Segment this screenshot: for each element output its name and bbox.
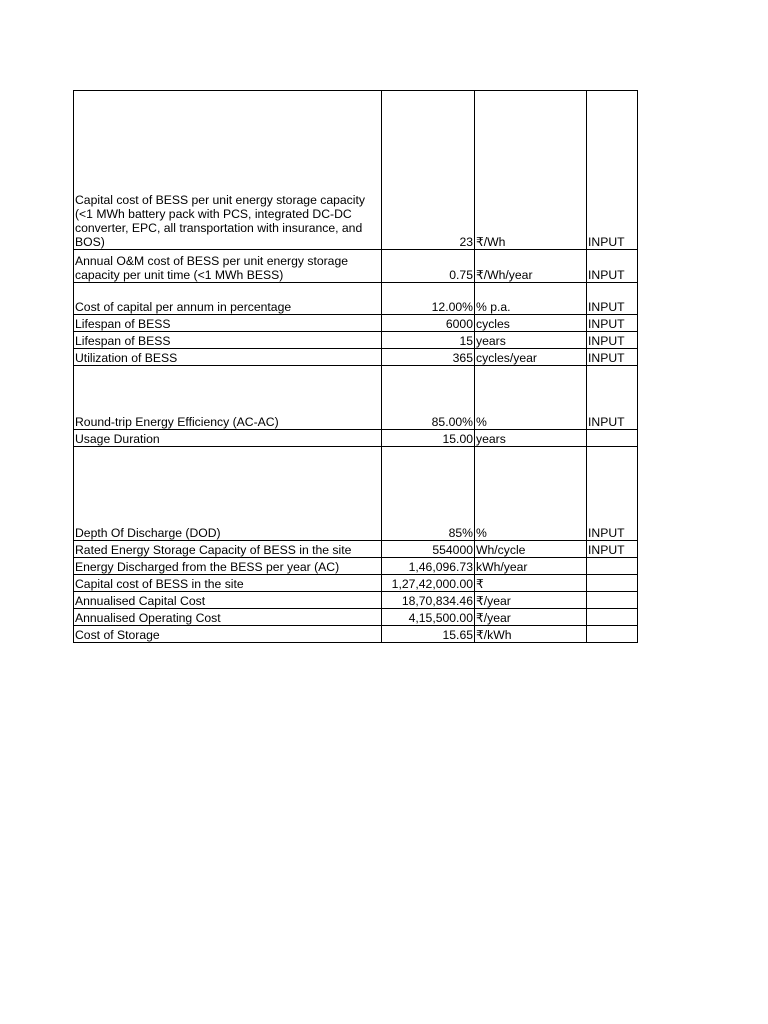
unit-cell[interactable]: years <box>475 430 587 447</box>
input-flag-cell[interactable]: INPUT <box>587 283 638 315</box>
cost-of-storage-table <box>73 90 638 643</box>
input-flag-cell[interactable]: INPUT <box>587 332 638 349</box>
unit-cell[interactable]: ₹/year <box>475 609 587 626</box>
value-cell[interactable]: 554000 <box>382 541 475 558</box>
value-cell[interactable]: 0.75 <box>382 250 475 283</box>
unit-cell[interactable]: ₹/Wh <box>475 91 587 250</box>
table-row <box>74 366 638 430</box>
parameter-cell[interactable]: Usage Duration <box>74 430 382 447</box>
table-row <box>74 315 638 332</box>
unit-cell[interactable]: cycles/year <box>475 349 587 366</box>
value-cell[interactable]: 365 <box>382 349 475 366</box>
value-cell[interactable]: 18,70,834.46 <box>382 592 475 609</box>
parameter-cell[interactable]: Lifespan of BESS <box>74 332 382 349</box>
table-row <box>74 250 638 283</box>
unit-cell[interactable]: kWh/year <box>475 558 587 575</box>
unit-cell[interactable]: ₹ <box>475 575 587 592</box>
parameter-cell[interactable]: Rated Energy Storage Capacity of BESS in the site <box>74 541 382 558</box>
table-row <box>74 430 638 447</box>
unit-cell[interactable]: ₹/year <box>475 592 587 609</box>
parameter-cell[interactable]: Utilization of BESS <box>74 349 382 366</box>
unit-cell[interactable]: ₹/Wh/year <box>475 250 587 283</box>
value-cell[interactable]: 6000 <box>382 315 475 332</box>
value-cell[interactable]: 85% <box>382 447 475 541</box>
input-flag-cell[interactable]: INPUT <box>587 366 638 430</box>
table-row <box>74 609 638 626</box>
parameter-cell[interactable]: Capital cost of BESS per unit energy storage capacity (<1 MWh battery pack with PCS, integrated DC-DC converter, EPC, all transportation with insurance, and BOS) <box>74 91 382 250</box>
value-cell[interactable]: 85.00% <box>382 366 475 430</box>
parameter-cell[interactable]: Energy Discharged from the BESS per year (AC) <box>74 558 382 575</box>
value-cell[interactable]: 15.65 <box>382 626 475 643</box>
table-row <box>74 558 638 575</box>
input-flag-cell[interactable]: INPUT <box>587 447 638 541</box>
value-cell[interactable]: 1,27,42,000.00 <box>382 575 475 592</box>
parameter-cell[interactable]: Round-trip Energy Efficiency (AC-AC) <box>74 366 382 430</box>
input-flag-cell[interactable] <box>587 558 638 575</box>
table-row <box>74 575 638 592</box>
input-flag-cell[interactable] <box>587 626 638 643</box>
table-row <box>74 447 638 541</box>
parameter-cell[interactable]: Annual O&M cost of BESS per unit energy storage capacity per unit time (<1 MWh BESS) <box>74 250 382 283</box>
input-flag-cell[interactable] <box>587 609 638 626</box>
unit-cell[interactable]: % p.a. <box>475 283 587 315</box>
table-row <box>74 283 638 315</box>
value-cell[interactable]: 15 <box>382 332 475 349</box>
unit-cell[interactable]: ₹/kWh <box>475 626 587 643</box>
unit-cell[interactable]: cycles <box>475 315 587 332</box>
value-cell[interactable]: 15.00 <box>382 430 475 447</box>
input-flag-cell[interactable]: INPUT <box>587 91 638 250</box>
table-row <box>74 541 638 558</box>
input-flag-cell[interactable] <box>587 575 638 592</box>
input-flag-cell[interactable]: INPUT <box>587 315 638 332</box>
parameter-cell[interactable]: Cost of capital per annum in percentage <box>74 283 382 315</box>
parameter-cell[interactable]: Lifespan of BESS <box>74 315 382 332</box>
input-flag-cell[interactable]: INPUT <box>587 349 638 366</box>
unit-cell[interactable]: % <box>475 366 587 430</box>
parameter-cell[interactable]: Capital cost of BESS in the site <box>74 575 382 592</box>
value-cell[interactable]: 23 <box>382 91 475 250</box>
table-row <box>74 349 638 366</box>
input-flag-cell[interactable] <box>587 592 638 609</box>
value-cell[interactable]: 4,15,500.00 <box>382 609 475 626</box>
unit-cell[interactable]: years <box>475 332 587 349</box>
table-row <box>74 626 638 643</box>
parameter-cell[interactable]: Annualised Operating Cost <box>74 609 382 626</box>
unit-cell[interactable]: % <box>475 447 587 541</box>
value-cell[interactable]: 1,46,096.73 <box>382 558 475 575</box>
parameter-cell[interactable]: Annualised Capital Cost <box>74 592 382 609</box>
table-row <box>74 332 638 349</box>
input-flag-cell[interactable]: INPUT <box>587 250 638 283</box>
input-flag-cell[interactable]: INPUT <box>587 541 638 558</box>
parameter-cell[interactable]: Depth Of Discharge (DOD) <box>74 447 382 541</box>
input-flag-cell[interactable] <box>587 430 638 447</box>
table-row <box>74 91 638 250</box>
unit-cell[interactable]: Wh/cycle <box>475 541 587 558</box>
parameter-cell[interactable]: Cost of Storage <box>74 626 382 643</box>
table-row <box>74 592 638 609</box>
value-cell[interactable]: 12.00% <box>382 283 475 315</box>
